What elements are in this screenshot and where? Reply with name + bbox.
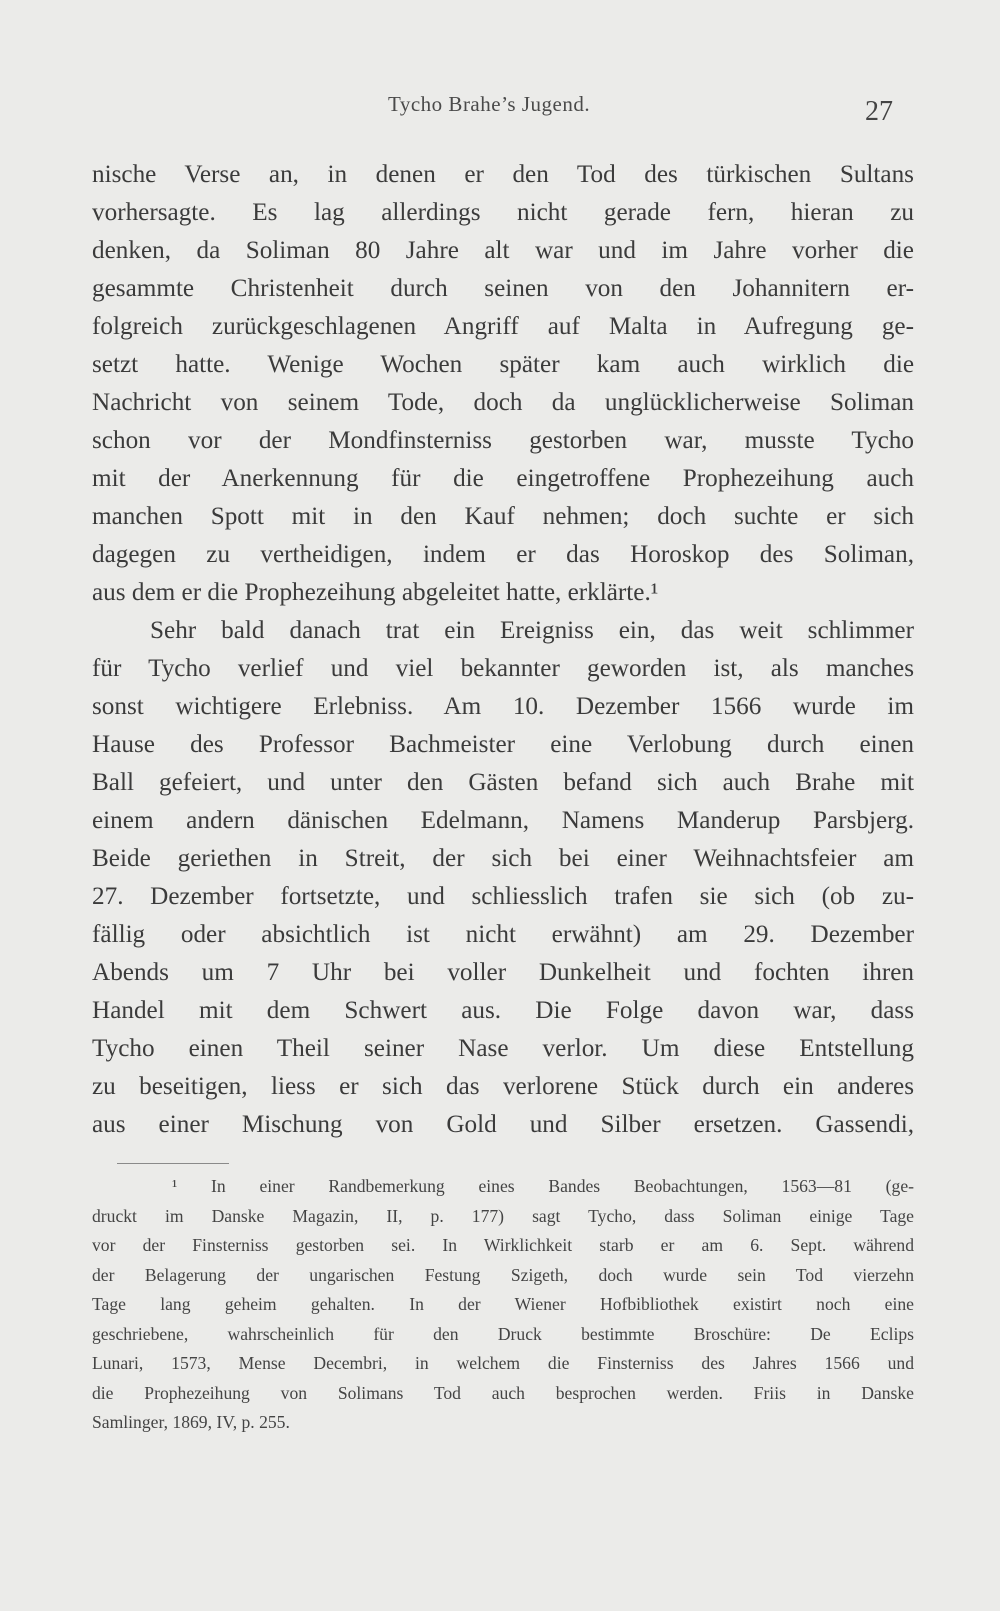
text-line: Beide geriethen in Streit, der sich bei einer Weihnachtsfeier am bbox=[92, 845, 914, 872]
text-line: aus dem er die Prophezeihung abgeleitet hatte, erklärte.¹ bbox=[92, 579, 659, 606]
text-line: sonst wichtigere Erlebniss. Am 10. Dezember 1566 wurde im bbox=[92, 693, 914, 720]
text-line: dagegen zu vertheidigen, indem er das Horoskop des Soliman, bbox=[92, 541, 914, 568]
footnote-line: Lunari, 1573, Mense Decembri, in welchem die Finsterniss des Jahres 1566 und bbox=[92, 1353, 914, 1373]
text-line: zu beseitigen, liess er sich das verlorene Stück durch ein anderes bbox=[92, 1073, 914, 1100]
text-line: Tycho einen Theil seiner Nase verlor. Um diese Entstellung bbox=[92, 1035, 914, 1062]
running-title: Tycho Brahe’s Jugend. bbox=[388, 92, 591, 116]
text-line: gesammte Christenheit durch seinen von den Johannitern er- bbox=[92, 275, 914, 302]
text-line: Ball gefeiert, und unter den Gästen befand sich auch Brahe mit bbox=[92, 769, 914, 796]
text-line: denken, da Soliman 80 Jahre alt war und im Jahre vorher die bbox=[92, 237, 914, 264]
page-number: 27 bbox=[865, 96, 893, 127]
footnote-line: Samlinger, 1869, IV, p. 255. bbox=[92, 1412, 290, 1432]
text-line: aus einer Mischung von Gold und Silber ersetzen. Gassendi, bbox=[92, 1111, 914, 1138]
footnote-line: Tage lang geheim gehalten. In der Wiener Hofbibliothek existirt noch eine bbox=[92, 1294, 914, 1314]
text-line: Abends um 7 Uhr bei voller Dunkelheit und fochten ihren bbox=[92, 959, 914, 986]
text-line: setzt hatte. Wenige Wochen später kam auch wirklich die bbox=[92, 351, 914, 378]
footnote-line: druckt im Danske Magazin, II, p. 177) sagt Tycho, dass Soliman einige Tage bbox=[92, 1205, 914, 1226]
text-line: Sehr bald danach trat ein Ereigniss ein, das weit schlimmer bbox=[150, 617, 914, 644]
footnote-divider bbox=[117, 1163, 229, 1164]
footnote-line: geschriebene, wahrscheinlich für den Druck bestimmte Broschüre: De Eclips bbox=[92, 1323, 914, 1344]
text-line: Handel mit dem Schwert aus. Die Folge davon war, dass bbox=[92, 997, 914, 1024]
text-line: folgreich zurückgeschlagenen Angriff auf Malta in Aufregung ge- bbox=[92, 313, 914, 340]
body-text bbox=[92, 156, 914, 1144]
text-line: manchen Spott mit in den Kauf nehmen; doch suchte er sich bbox=[92, 503, 914, 530]
text-line: schon vor der Mondfinsterniss gestorben war, musste Tycho bbox=[92, 427, 914, 454]
footnote-line: der Belagerung der ungarischen Festung Szigeth, doch wurde sein Tod vierzehn bbox=[92, 1264, 914, 1285]
footnote-line: ¹ In einer Randbemerkung eines Bandes Beobachtungen, 1563—81 (ge- bbox=[172, 1176, 914, 1196]
text-line: Nachricht von seinem Tode, doch da unglücklicherweise Soliman bbox=[92, 389, 914, 416]
text-line: für Tycho verlief und viel bekannter geworden ist, als manches bbox=[92, 655, 914, 682]
text-line: mit der Anerkennung für die eingetroffene Prophezeihung auch bbox=[92, 465, 914, 492]
text-line: vorhersagte. Es lag allerdings nicht gerade fern, hieran zu bbox=[92, 199, 914, 226]
footnote-line: die Prophezeihung von Solimans Tod auch besprochen werden. Friis in Danske bbox=[92, 1382, 914, 1403]
footnotes bbox=[92, 1172, 914, 1438]
text-line: einem andern dänischen Edelmann, Namens Manderup Parsbjerg. bbox=[92, 807, 914, 834]
text-line: 27. Dezember fortsetzte, und schliesslich trafen sie sich (ob zu- bbox=[92, 883, 914, 910]
text-line: nische Verse an, in denen er den Tod des türkischen Sultans bbox=[92, 161, 914, 188]
text-line: Hause des Professor Bachmeister eine Verlobung durch einen bbox=[92, 731, 914, 758]
text-line: fällig oder absichtlich ist nicht erwähnt) am 29. Dezember bbox=[92, 921, 914, 948]
footnote-line: vor der Finsterniss gestorben sei. In Wirklichkeit starb er am 6. Sept. während bbox=[92, 1235, 914, 1255]
